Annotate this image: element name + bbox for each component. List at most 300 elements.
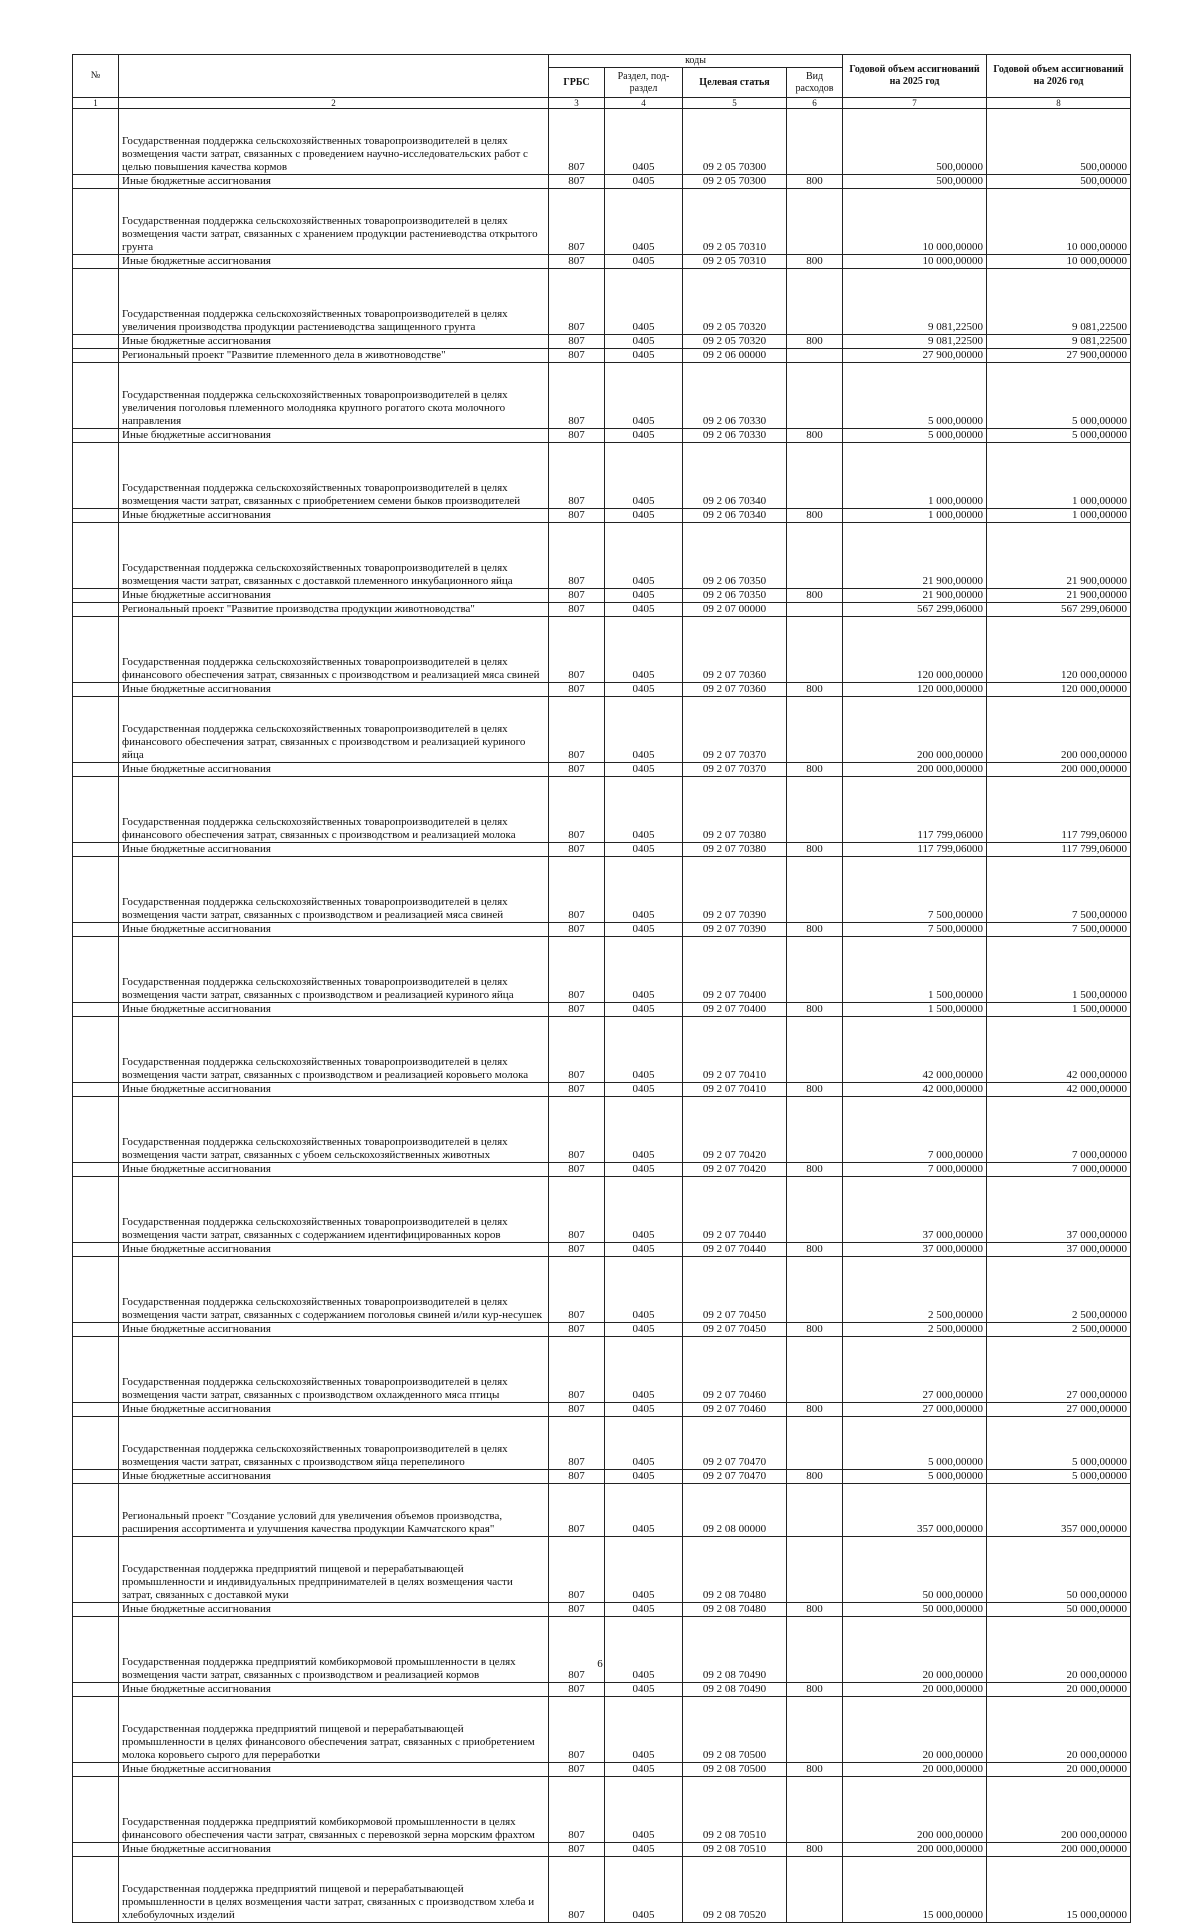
cell-v2025: 7 500,00000	[843, 923, 987, 937]
table-row	[73, 429, 1131, 443]
cell-section: 0405	[605, 1083, 683, 1097]
cell-expense	[787, 1697, 843, 1763]
cell-v2026: 5 000,00000	[987, 1417, 1131, 1470]
cell-target: 09 2 08 70500	[683, 1763, 787, 1777]
cell-num	[73, 1243, 119, 1257]
cell-v2025: 21 900,00000	[843, 589, 987, 603]
table-row	[73, 1857, 1131, 1923]
cell-name: Иные бюджетные ассигнования	[119, 255, 549, 269]
cell-num	[73, 1843, 119, 1857]
colnum: 3	[549, 98, 605, 109]
table-row	[73, 363, 1131, 429]
cell-section: 0405	[605, 109, 683, 175]
cell-name: Иные бюджетные ассигнования	[119, 589, 549, 603]
header-name	[119, 55, 549, 98]
cell-v2025: 21 900,00000	[843, 523, 987, 589]
cell-target: 09 2 05 70320	[683, 335, 787, 349]
cell-v2026: 7 500,00000	[987, 923, 1131, 937]
cell-grbs: 807	[549, 683, 605, 697]
cell-v2025: 15 000,00000	[843, 1857, 987, 1923]
cell-target: 09 2 07 00000	[683, 603, 787, 617]
cell-num	[73, 1083, 119, 1097]
cell-v2025: 27 000,00000	[843, 1337, 987, 1403]
cell-expense	[787, 1857, 843, 1923]
cell-name: Государственная поддержка сельскохозяйственных товаропроизводителей в целях увеличения поголовья племенного молодняка крупного рогатого скота молочного направления	[119, 363, 549, 429]
table-row	[73, 509, 1131, 523]
cell-name: Иные бюджетные ассигнования	[119, 1163, 549, 1177]
header-vol-2026: Годовой объем ассигнований на 2026 год	[987, 55, 1131, 98]
cell-expense: 800	[787, 1470, 843, 1484]
cell-v2025: 9 081,22500	[843, 335, 987, 349]
cell-grbs: 807	[549, 1697, 605, 1763]
cell-v2026: 37 000,00000	[987, 1177, 1131, 1243]
cell-v2025: 200 000,00000	[843, 1843, 987, 1857]
cell-v2025: 2 500,00000	[843, 1323, 987, 1337]
cell-expense: 800	[787, 1683, 843, 1697]
cell-expense	[787, 443, 843, 509]
cell-num	[73, 1683, 119, 1697]
table-row	[73, 1403, 1131, 1417]
cell-num	[73, 1484, 119, 1537]
cell-num	[73, 1097, 119, 1163]
cell-section: 0405	[605, 255, 683, 269]
cell-target: 09 2 07 70360	[683, 617, 787, 683]
header-grbs: ГРБС	[549, 68, 605, 98]
cell-section: 0405	[605, 923, 683, 937]
cell-expense	[787, 1017, 843, 1083]
cell-section: 0405	[605, 843, 683, 857]
cell-v2025: 50 000,00000	[843, 1603, 987, 1617]
cell-section: 0405	[605, 1243, 683, 1257]
cell-num	[73, 1323, 119, 1337]
cell-target: 09 2 06 70350	[683, 523, 787, 589]
cell-section: 0405	[605, 1417, 683, 1470]
cell-name: Государственная поддержка предприятий пищевой и перерабатывающей промышленности в целях финансового обеспечения затрат, связанных с приобретением молока коровьего сырого для переработки	[119, 1697, 549, 1763]
cell-expense	[787, 1097, 843, 1163]
cell-target: 09 2 07 70450	[683, 1323, 787, 1337]
cell-num	[73, 923, 119, 937]
table-row	[73, 1163, 1131, 1177]
cell-v2025: 37 000,00000	[843, 1243, 987, 1257]
cell-target: 09 2 08 70500	[683, 1697, 787, 1763]
cell-target: 09 2 07 70410	[683, 1017, 787, 1083]
cell-grbs: 807	[549, 335, 605, 349]
cell-expense: 800	[787, 1163, 843, 1177]
cell-num	[73, 175, 119, 189]
cell-target: 09 2 07 70420	[683, 1097, 787, 1163]
cell-expense: 800	[787, 1763, 843, 1777]
cell-grbs: 807	[549, 857, 605, 923]
cell-v2025: 1 000,00000	[843, 443, 987, 509]
cell-expense: 800	[787, 683, 843, 697]
table-row	[73, 1777, 1131, 1843]
cell-num	[73, 683, 119, 697]
cell-target: 09 2 05 70310	[683, 189, 787, 255]
cell-v2025: 1 500,00000	[843, 937, 987, 1003]
cell-expense: 800	[787, 509, 843, 523]
cell-target: 09 2 07 70440	[683, 1243, 787, 1257]
cell-grbs: 807	[549, 1243, 605, 1257]
cell-name: Государственная поддержка сельскохозяйственных товаропроизводителей в целях возмещения части затрат, связанных с производством и реализацией куриного яйца	[119, 937, 549, 1003]
cell-v2026: 5 000,00000	[987, 363, 1131, 429]
cell-v2026: 20 000,00000	[987, 1763, 1131, 1777]
cell-grbs: 807	[549, 1617, 605, 1683]
table-row	[73, 683, 1131, 697]
cell-name: Государственная поддержка сельскохозяйственных товаропроизводителей в целях финансового обеспечения затрат, связанных с производством и реализацией куриного яйца	[119, 697, 549, 763]
cell-num	[73, 763, 119, 777]
cell-v2025: 10 000,00000	[843, 255, 987, 269]
cell-target: 09 2 07 70400	[683, 1003, 787, 1017]
cell-num	[73, 255, 119, 269]
cell-num	[73, 429, 119, 443]
cell-name: Иные бюджетные ассигнования	[119, 1603, 549, 1617]
cell-v2026: 117 799,06000	[987, 843, 1131, 857]
cell-expense: 800	[787, 1843, 843, 1857]
cell-target: 09 2 07 70440	[683, 1177, 787, 1243]
colnum: 8	[987, 98, 1131, 109]
cell-v2026: 200 000,00000	[987, 697, 1131, 763]
cell-name: Иные бюджетные ассигнования	[119, 1843, 549, 1857]
cell-section: 0405	[605, 1617, 683, 1683]
cell-expense	[787, 1257, 843, 1323]
cell-v2026: 20 000,00000	[987, 1683, 1131, 1697]
cell-target: 09 2 08 70480	[683, 1603, 787, 1617]
cell-v2025: 27 900,00000	[843, 349, 987, 363]
cell-v2025: 10 000,00000	[843, 189, 987, 255]
cell-expense	[787, 1484, 843, 1537]
cell-v2026: 27 000,00000	[987, 1403, 1131, 1417]
cell-section: 0405	[605, 589, 683, 603]
cell-name: Государственная поддержка сельскохозяйственных товаропроизводителей в целях возмещения части затрат, связанных с производством охлажденного мяса птицы	[119, 1337, 549, 1403]
cell-v2026: 1 000,00000	[987, 443, 1131, 509]
cell-num	[73, 443, 119, 509]
cell-num	[73, 1003, 119, 1017]
cell-section: 0405	[605, 1003, 683, 1017]
cell-v2026: 357 000,00000	[987, 1484, 1131, 1537]
cell-expense: 800	[787, 1403, 843, 1417]
cell-num	[73, 1470, 119, 1484]
cell-grbs: 807	[549, 1097, 605, 1163]
cell-v2025: 5 000,00000	[843, 363, 987, 429]
cell-grbs: 807	[549, 175, 605, 189]
cell-grbs: 807	[549, 617, 605, 683]
cell-section: 0405	[605, 1403, 683, 1417]
table-row	[73, 843, 1131, 857]
table-row	[73, 1083, 1131, 1097]
cell-v2026: 200 000,00000	[987, 763, 1131, 777]
cell-section: 0405	[605, 763, 683, 777]
cell-v2025: 7 500,00000	[843, 857, 987, 923]
cell-grbs: 807	[549, 1003, 605, 1017]
table-row	[73, 443, 1131, 509]
cell-expense	[787, 269, 843, 335]
cell-target: 09 2 07 70420	[683, 1163, 787, 1177]
cell-section: 0405	[605, 777, 683, 843]
cell-section: 0405	[605, 1603, 683, 1617]
cell-v2026: 21 900,00000	[987, 523, 1131, 589]
cell-v2026: 1 000,00000	[987, 509, 1131, 523]
cell-name: Государственная поддержка сельскохозяйственных товаропроизводителей в целях увеличения производства продукции растениеводства защищенного грунта	[119, 269, 549, 335]
cell-v2026: 10 000,00000	[987, 255, 1131, 269]
cell-expense: 800	[787, 255, 843, 269]
cell-grbs: 807	[549, 189, 605, 255]
cell-name: Иные бюджетные ассигнования	[119, 1083, 549, 1097]
cell-v2025: 117 799,06000	[843, 843, 987, 857]
cell-v2025: 20 000,00000	[843, 1617, 987, 1683]
cell-target: 09 2 06 70330	[683, 363, 787, 429]
cell-name: Государственная поддержка сельскохозяйственных товаропроизводителей в целях финансового обеспечения затрат, связанных с производством и реализацией молока	[119, 777, 549, 843]
cell-grbs: 807	[549, 763, 605, 777]
cell-v2026: 7 000,00000	[987, 1097, 1131, 1163]
cell-grbs: 807	[549, 1337, 605, 1403]
cell-num	[73, 109, 119, 175]
cell-v2025: 500,00000	[843, 175, 987, 189]
cell-v2025: 1 500,00000	[843, 1003, 987, 1017]
cell-section: 0405	[605, 1537, 683, 1603]
table-row	[73, 617, 1131, 683]
cell-grbs: 807	[549, 1603, 605, 1617]
cell-section: 0405	[605, 523, 683, 589]
cell-num	[73, 1177, 119, 1243]
cell-grbs: 807	[549, 937, 605, 1003]
cell-target: 09 2 08 70490	[683, 1617, 787, 1683]
table-row	[73, 1484, 1131, 1537]
cell-section: 0405	[605, 1177, 683, 1243]
cell-expense	[787, 697, 843, 763]
colnum: 7	[843, 98, 987, 109]
cell-name: Иные бюджетные ассигнования	[119, 1403, 549, 1417]
header-vol-2025: Годовой объем ассигнований на 2025 год	[843, 55, 987, 98]
cell-v2026: 2 500,00000	[987, 1323, 1131, 1337]
table-row	[73, 1617, 1131, 1683]
table-row	[73, 1257, 1131, 1323]
cell-expense: 800	[787, 1323, 843, 1337]
cell-num	[73, 1603, 119, 1617]
cell-section: 0405	[605, 1777, 683, 1843]
cell-grbs: 807	[549, 1403, 605, 1417]
cell-expense: 800	[787, 1083, 843, 1097]
cell-name: Региональный проект "Развитие племенного дела в животноводстве"	[119, 349, 549, 363]
cell-num	[73, 1017, 119, 1083]
cell-name: Государственная поддержка предприятий комбикормовой промышленности в целях финансового обеспечения части затрат, связанных с перевозкой зерна морским фрахтом	[119, 1777, 549, 1843]
cell-num	[73, 349, 119, 363]
cell-name: Государственная поддержка сельскохозяйственных товаропроизводителей в целях возмещения части затрат, связанных с производством яйца перепелиного	[119, 1417, 549, 1470]
cell-section: 0405	[605, 1857, 683, 1923]
cell-num	[73, 1403, 119, 1417]
cell-grbs: 807	[549, 1763, 605, 1777]
cell-section: 0405	[605, 683, 683, 697]
cell-v2025: 500,00000	[843, 109, 987, 175]
table-row	[73, 1003, 1131, 1017]
cell-name: Государственная поддержка сельскохозяйственных товаропроизводителей в целях возмещения части затрат, связанных с доставкой племенного инкубационного яйца	[119, 523, 549, 589]
cell-grbs: 807	[549, 255, 605, 269]
cell-grbs: 807	[549, 349, 605, 363]
cell-num	[73, 269, 119, 335]
cell-v2025: 20 000,00000	[843, 1697, 987, 1763]
cell-expense	[787, 777, 843, 843]
cell-name: Государственная поддержка сельскохозяйственных товаропроизводителей в целях возмещения части затрат, связанных с производством и реализацией коровьего молока	[119, 1017, 549, 1083]
cell-v2026: 37 000,00000	[987, 1243, 1131, 1257]
cell-expense: 800	[787, 335, 843, 349]
cell-grbs: 807	[549, 509, 605, 523]
cell-v2025: 567 299,06000	[843, 603, 987, 617]
cell-name: Государственная поддержка сельскохозяйственных товаропроизводителей в целях возмещения части затрат, связанных с проведением научно-исследовательских работ с целью повышения качества кормов	[119, 109, 549, 175]
cell-grbs: 807	[549, 523, 605, 589]
cell-v2026: 9 081,22500	[987, 335, 1131, 349]
cell-grbs: 807	[549, 603, 605, 617]
cell-v2025: 7 000,00000	[843, 1163, 987, 1177]
cell-target: 09 2 07 70370	[683, 697, 787, 763]
cell-grbs: 807	[549, 363, 605, 429]
cell-name: Государственная поддержка сельскохозяйственных товаропроизводителей в целях возмещения части затрат, связанных с содержанием идентифицированных коров	[119, 1177, 549, 1243]
cell-name: Иные бюджетные ассигнования	[119, 335, 549, 349]
cell-section: 0405	[605, 857, 683, 923]
cell-target: 09 2 07 70460	[683, 1403, 787, 1417]
table-row	[73, 589, 1131, 603]
cell-v2026: 7 500,00000	[987, 857, 1131, 923]
table-row	[73, 1470, 1131, 1484]
table-row	[73, 1337, 1131, 1403]
cell-v2026: 7 000,00000	[987, 1163, 1131, 1177]
cell-v2026: 50 000,00000	[987, 1603, 1131, 1617]
cell-expense	[787, 1617, 843, 1683]
cell-v2025: 7 000,00000	[843, 1097, 987, 1163]
cell-grbs: 807	[549, 697, 605, 763]
cell-target: 09 2 07 70390	[683, 923, 787, 937]
table-row	[73, 1683, 1131, 1697]
cell-grbs: 807	[549, 777, 605, 843]
cell-v2025: 200 000,00000	[843, 697, 987, 763]
cell-v2026: 27 900,00000	[987, 349, 1131, 363]
cell-expense: 800	[787, 1003, 843, 1017]
cell-target: 09 2 05 70300	[683, 175, 787, 189]
cell-section: 0405	[605, 1484, 683, 1537]
cell-name: Государственная поддержка сельскохозяйственных товаропроизводителей в целях возмещения части затрат, связанных с приобретением семени быков производителей	[119, 443, 549, 509]
cell-v2025: 120 000,00000	[843, 617, 987, 683]
table-row	[73, 109, 1131, 175]
cell-target: 09 2 05 70310	[683, 255, 787, 269]
cell-v2025: 1 000,00000	[843, 509, 987, 523]
cell-target: 09 2 05 70300	[683, 109, 787, 175]
cell-expense: 800	[787, 1603, 843, 1617]
table-row	[73, 1763, 1131, 1777]
table-row	[73, 255, 1131, 269]
cell-target: 09 2 06 00000	[683, 349, 787, 363]
cell-v2026: 15 000,00000	[987, 1857, 1131, 1923]
cell-target: 09 2 08 70490	[683, 1683, 787, 1697]
cell-v2025: 42 000,00000	[843, 1017, 987, 1083]
cell-v2026: 21 900,00000	[987, 589, 1131, 603]
cell-expense	[787, 523, 843, 589]
cell-v2025: 20 000,00000	[843, 1683, 987, 1697]
cell-grbs: 807	[549, 1683, 605, 1697]
cell-v2025: 5 000,00000	[843, 429, 987, 443]
cell-section: 0405	[605, 269, 683, 335]
cell-name: Иные бюджетные ассигнования	[119, 843, 549, 857]
cell-grbs: 807	[549, 1843, 605, 1857]
cell-name: Государственная поддержка сельскохозяйственных товаропроизводителей в целях возмещения части затрат, связанных с производством и реализацией мяса свиней	[119, 857, 549, 923]
cell-v2026: 5 000,00000	[987, 1470, 1131, 1484]
table-row	[73, 1243, 1131, 1257]
cell-section: 0405	[605, 349, 683, 363]
cell-target: 09 2 07 70470	[683, 1417, 787, 1470]
cell-v2025: 37 000,00000	[843, 1177, 987, 1243]
cell-grbs: 807	[549, 1417, 605, 1470]
cell-expense	[787, 603, 843, 617]
cell-target: 09 2 08 70510	[683, 1777, 787, 1843]
cell-num	[73, 523, 119, 589]
table-row	[73, 1323, 1131, 1337]
cell-target: 09 2 06 70350	[683, 589, 787, 603]
cell-v2025: 2 500,00000	[843, 1257, 987, 1323]
cell-v2025: 50 000,00000	[843, 1537, 987, 1603]
cell-name: Государственная поддержка сельскохозяйственных товаропроизводителей в целях возмещения части затрат, связанных с содержанием поголовья свиней и/или кур-несушек	[119, 1257, 549, 1323]
cell-v2026: 500,00000	[987, 175, 1131, 189]
table-row	[73, 937, 1131, 1003]
cell-name: Государственная поддержка предприятий пищевой и перерабатывающей промышленности и индивидуальных предпринимателей в целях возмещения части затрат, связанных с доставкой муки	[119, 1537, 549, 1603]
cell-grbs: 807	[549, 1257, 605, 1323]
cell-name: Государственная поддержка предприятий пищевой и перерабатывающей промышленности в целях возмещения части затрат, связанных с производством хлеба и хлебобулочных изделий	[119, 1857, 549, 1923]
cell-v2025: 9 081,22500	[843, 269, 987, 335]
cell-v2026: 2 500,00000	[987, 1257, 1131, 1323]
cell-name: Государственная поддержка сельскохозяйственных товаропроизводителей в целях возмещения части затрат, связанных с убоем сельскохозяйственных животных	[119, 1097, 549, 1163]
cell-num	[73, 1617, 119, 1683]
cell-target: 09 2 06 70340	[683, 509, 787, 523]
cell-v2026: 9 081,22500	[987, 269, 1131, 335]
cell-expense: 800	[787, 175, 843, 189]
table-row	[73, 1603, 1131, 1617]
cell-v2026: 120 000,00000	[987, 617, 1131, 683]
header-target: Целевая статья	[683, 68, 787, 98]
cell-section: 0405	[605, 443, 683, 509]
table-row	[73, 175, 1131, 189]
cell-section: 0405	[605, 603, 683, 617]
cell-target: 09 2 07 70470	[683, 1470, 787, 1484]
cell-v2026: 117 799,06000	[987, 777, 1131, 843]
cell-v2026: 42 000,00000	[987, 1083, 1131, 1097]
cell-num	[73, 937, 119, 1003]
cell-grbs: 807	[549, 1163, 605, 1177]
table-row	[73, 523, 1131, 589]
cell-v2026: 42 000,00000	[987, 1017, 1131, 1083]
cell-v2026: 27 000,00000	[987, 1337, 1131, 1403]
cell-expense: 800	[787, 429, 843, 443]
table-row	[73, 777, 1131, 843]
cell-expense: 800	[787, 923, 843, 937]
table-row	[73, 1177, 1131, 1243]
table-row	[73, 349, 1131, 363]
colnum: 5	[683, 98, 787, 109]
header-codes: коды	[549, 55, 843, 68]
table-row	[73, 603, 1131, 617]
cell-num	[73, 1697, 119, 1763]
cell-expense	[787, 1777, 843, 1843]
table-row	[73, 335, 1131, 349]
cell-target: 09 2 08 00000	[683, 1484, 787, 1537]
table-row	[73, 697, 1131, 763]
cell-target: 09 2 07 70390	[683, 857, 787, 923]
cell-v2026: 200 000,00000	[987, 1843, 1131, 1857]
cell-section: 0405	[605, 1843, 683, 1857]
cell-section: 0405	[605, 937, 683, 1003]
header-section: Раздел, под-раздел	[605, 68, 683, 98]
cell-section: 0405	[605, 189, 683, 255]
cell-num	[73, 1857, 119, 1923]
table-row	[73, 1017, 1131, 1083]
table-body	[73, 109, 1131, 1923]
cell-expense	[787, 109, 843, 175]
table-row	[73, 857, 1131, 923]
